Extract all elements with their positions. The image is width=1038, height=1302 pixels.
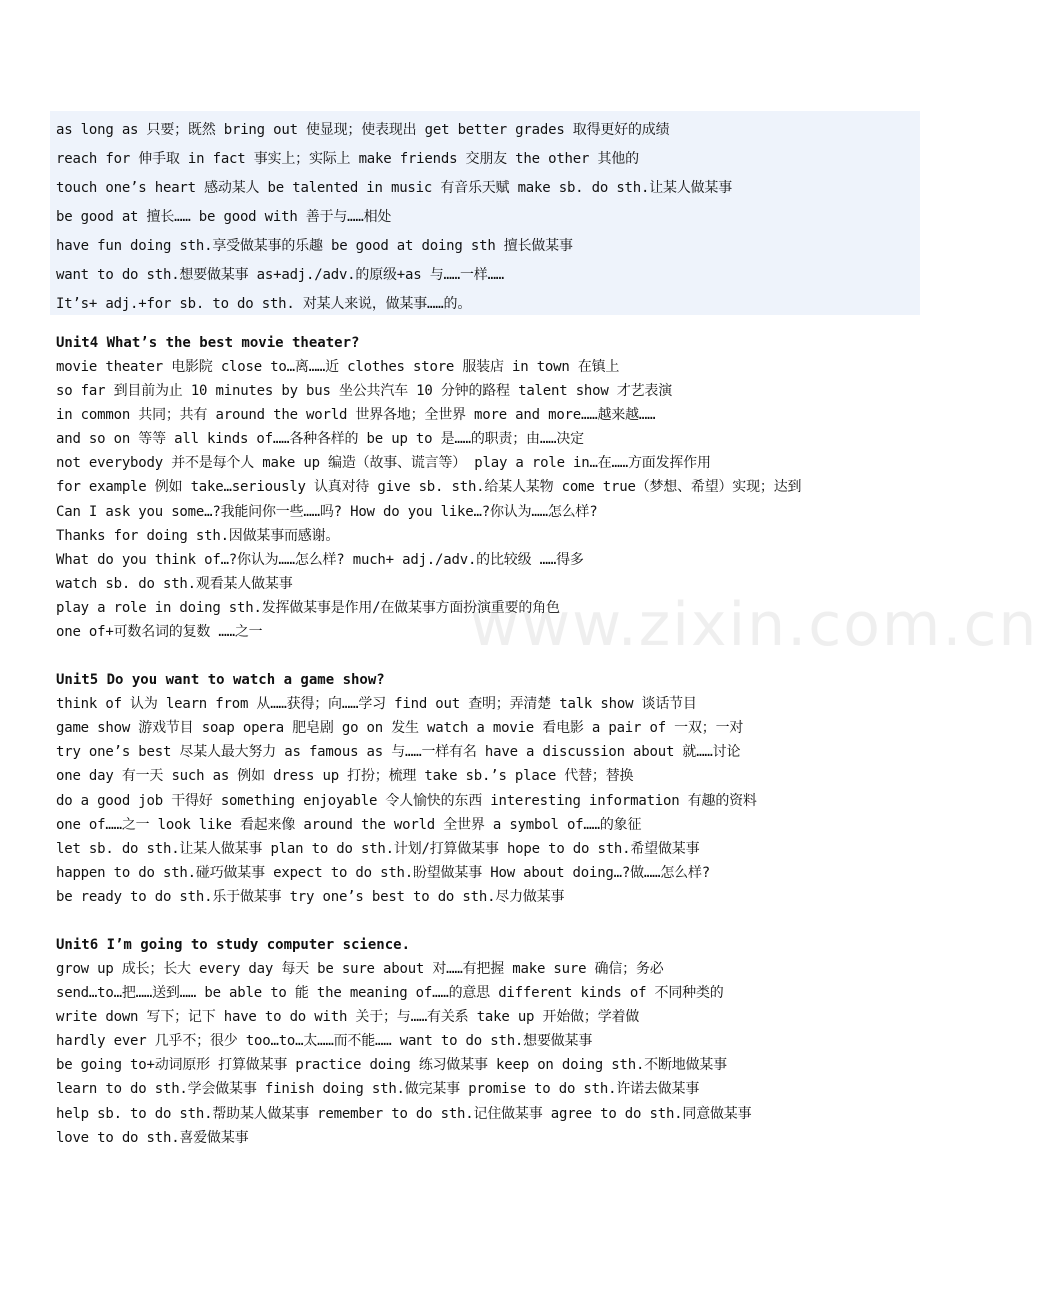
unit-heading: Unit5 Do you want to watch a game show? [56,672,385,689]
phrase-line: be going to+动词原形 打算做某事 practice doing 练习做某事 keep on doing sth.不断地做某事 [56,1057,727,1074]
phrase-line: reach for 伸手取 in fact 事实上；实际上 make friends 交朋友 the other 其他的 [56,151,639,167]
phrase-line: Thanks for doing sth.因做某事而感谢。 [56,527,340,544]
phrase-line: think of 认为 learn from 从……获得；向……学习 find out 查明；弄清楚 talk show 谈话节目 [56,696,697,713]
phrase-line: in common 共同；共有 around the world 世界各地；全世界 more and more……越来越…… [56,407,656,424]
phrase-line: play a role in doing sth.发挥做某事是作用/在做某事方面扮演重要的角色 [56,599,560,616]
phrase-line: as long as 只要；既然 bring out 使显现；使表现出 get better grades 取得更好的成绩 [56,122,670,138]
phrase-line: help sb. to do sth.帮助某人做某事 remember to do sth.记住做某事 agree to do sth.同意做某事 [56,1105,752,1122]
unit6-section [56,933,920,1150]
phrase-line: touch one’s heart 感动某人 be talented in music 有音乐天赋 make sb. do sth.让某人做某事 [56,180,733,196]
phrase-line: send…to…把……送到…… be able to 能 the meaning of……的意思 different kinds of 不同种类的 [56,985,724,1002]
phrase-line: for example 例如 take…seriously 认真对待 give sb. sth.给某人某物 come true（梦想、希望）实现；达到 [56,479,802,496]
top-phrase-block [56,116,920,319]
phrase-line: movie theater 电影院 close to…离……近 clothes store 服装店 in town 在镇上 [56,359,620,375]
phrase-line: want to do sth.想要做某事 as+adj./adv.的原级+as 与……一样…… [56,267,505,283]
phrase-line: so far 到目前为止 10 minutes by bus 坐公共汽车 10 分钟的路程 talent show 才艺表演 [56,383,673,400]
phrase-line: Can I ask you some…?我能问你一些……吗? How do you like…?你认为……怎么样? [56,503,598,520]
phrase-line: happen to do sth.碰巧做某事 expect to do sth.盼望做某事 How about doing…?做……怎么样? [56,864,711,881]
phrase-line: and so on 等等 all kinds of……各种各样的 be up to 是……的职责；由……决定 [56,431,584,448]
phrase-line: have fun doing sth.享受做某事的乐趣 be good at doing sth 擅长做某事 [56,238,573,254]
phrase-line: grow up 成长；长大 every day 每天 be sure about 对……有把握 make sure 确信；务必 [56,960,664,977]
phrase-line: write down 写下；记下 have to do with 关于；与……有关系 take up 开始做；学着做 [56,1009,640,1026]
document-page [56,116,920,1150]
unit5-section [56,668,920,909]
phrase-line: watch sb. do sth.观看某人做某事 [56,575,293,592]
phrase-line: one day 有一天 such as 例如 dress up 打扮；梳理 take sb.’s place 代替；替换 [56,768,634,785]
phrase-line: What do you think of…?你认为……怎么样? much+ adj./adv.的比较级 ……得多 [56,551,584,568]
phrase-line: be ready to do sth.乐于做某事 try one’s best to do sth.尽力做某事 [56,888,565,905]
phrase-line: let sb. do sth.让某人做某事 plan to do sth.计划/打算做某事 hope to do sth.希望做某事 [56,840,700,857]
phrase-line: love to do sth.喜爱做某事 [56,1129,249,1146]
phrase-line: be good at 擅长…… be good with 善于与……相处 [56,209,392,225]
unit4-section [56,331,920,644]
phrase-line: not everybody 并不是每个人 make up 编造（故事、谎言等） play a role in…在……方面发挥作用 [56,455,711,472]
phrase-line: learn to do sth.学会做某事 finish doing sth.做完某事 promise to do sth.许诺去做某事 [56,1081,700,1098]
phrase-line: try one’s best 尽某人最大努力 as famous as 与……一样有名 have a discussion about 就……讨论 [56,744,741,761]
phrase-line: game show 游戏节目 soap opera 肥皂剧 go on 发生 watch a movie 看电影 a pair of 一双；一对 [56,720,744,737]
phrase-line: one of……之一 look like 看起来像 around the world 全世界 a symbol of……的象征 [56,816,642,833]
phrase-line: hardly ever 几乎不；很少 too…to…太……而不能…… want to do sth.想要做某事 [56,1033,593,1050]
phrase-line: It’s+ adj.+for sb. to do sth. 对某人来说，做某事……的。 [56,296,472,312]
phrase-line: one of+可数名词的复数 ……之一 [56,624,263,641]
unit-heading: Unit4 What’s the best movie theater? [56,335,360,351]
watermark: www.zixin.com.cn [470,590,1038,660]
unit-heading: Unit6 I’m going to study computer science. [56,936,411,953]
phrase-line: do a good job 干得好 something enjoyable 令人愉快的东西 interesting information 有趣的资料 [56,792,757,809]
